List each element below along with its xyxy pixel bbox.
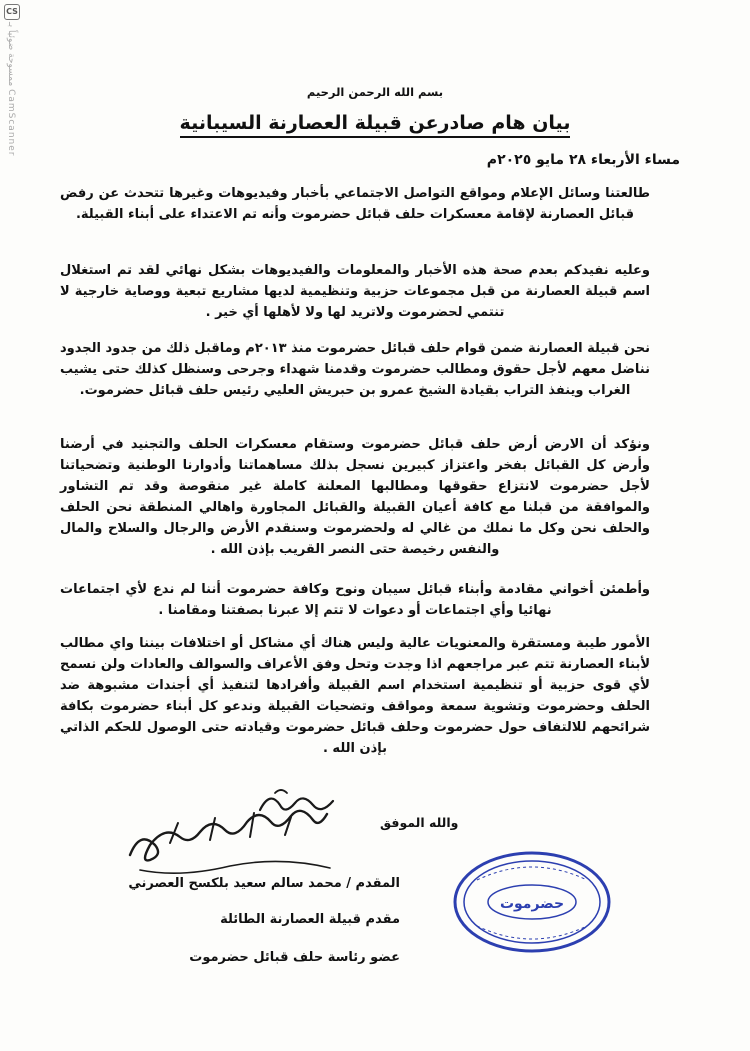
paragraph-6: الأمور طيبة ومستقرة والمعنويات عالية وليس هناك أي مشاكل أو اختلافات بيننا واي مطالب لأبناء العصارنة تتم عبر مراجعهم اذا وجدت وتحل وفق الأعراف والسوالف والعادات ولن نسمح لأي قوى حزبية أو تنظيمية استخدام اسم القبيلة وأفرادها لتنفيذ أي أجندات مشبوهة ضد الحلف وحضرموت وتشوية سمعة ومواقف وتضحيات القبيلة وندعو كل أبناء حضرموت بكافة شرائحهم للالتفاف حول حضرموت وحلف قبائل حضرموت وقيادته حتى الوصول للحكم الذاتي بإذن الله . bbox=[60, 636, 650, 756]
closing-salutation: والله الموفق bbox=[380, 815, 459, 830]
scanner-watermark: ممسوحة ضوئياً بـ CamScanner bbox=[6, 22, 16, 157]
paragraph-5: وأطمئن أخواني مقادمة وأبناء قبائل سيبان ونوح وكافة حضرموت أننا لم ندع لأي اجتماعات نهائيا وأي اجتماعات أو دعوات لا تتم إلا عبرنا بصفتنا ومقامنا . bbox=[60, 582, 650, 618]
signer-membership: عضو رئاسة حلف قبائل حضرموت bbox=[189, 950, 400, 965]
handwritten-signature bbox=[110, 785, 360, 885]
document-date: مساء الأربعاء ٢٨ مايو ٢٠٢٥م bbox=[486, 152, 680, 168]
signer-role: مقدم قبيلة العصارنة الطائلة bbox=[220, 912, 400, 927]
signer-name: المقدم / محمد سالم سعيد بلكسح العصرني bbox=[128, 876, 400, 891]
scanner-logo: CS bbox=[4, 4, 20, 20]
document-title-text: بيان هام صادرعن قبيلة العصارنة السيبانية bbox=[180, 112, 571, 138]
paragraph-4: ونؤكد أن الارض أرض حلف قبائل حضرموت وستقام معسكرات الحلف والتجنيد في أرضنا وأرض كل القبائل بفخر واعتزاز كبيرين نسجل بذلك مساهماتنا وأدوارنا الوطنية وتضحياتنا لأجل حضرموت لانتزاع حقوقها ومطالبها المعلنة كاملة غير منقوصة وقد تم التشاور والموافقة من قبلنا مع كافة أعيان القبيلة والقبائل المجاورة واهالي المنطقة نحن الحلف والحلف نحن وكل ما نملك من غالي له ولحضرموت وسنقدم الأرض والرجال والسلاح والمال والنفس رخيصة حتى النصر القريب بإذن الله . bbox=[60, 437, 650, 557]
paragraph-1: طالعتنا وسائل الإعلام ومواقع التواصل الاجتماعي بأخبار وفيديوهات وغيرها تتحدث عن رفض قبائل العصارنة لإقامة معسكرات حلف قبائل حضرموت وأنه تم الاعتداء على أبناء القبيلة. bbox=[60, 186, 650, 222]
official-stamp bbox=[452, 850, 612, 955]
paragraph-3: نحن قبيلة العصارنة ضمن قوام حلف قبائل حضرموت منذ ٢٠١٣م وماقبل ذلك من جدود الجدود نناضل معهم لأجل حقوق ومطالب حضرموت وقدمنا شهداء وجرحى وسنظل كذلك حتى يشيب الغراب وينفذ التراب بقيادة الشيخ عمرو بن حبريش العليي رئيس حلف قبائل حضرموت. bbox=[60, 341, 650, 398]
basmala: بسم الله الرحمن الرحيم bbox=[306, 85, 444, 99]
paragraph-2: وعليه نفيدكم بعدم صحة هذه الأخبار والمعلومات والفيديوهات بشكل نهائي لقد تم استغلال اسم قبيلة العصارنة من قبل مجموعات حزبية وتنظيمية لديها مشاريع تبعية ووصاية خارجية لا تنتمي لحضرموت ولاتريد لها ولا لأهلها أي خير . bbox=[60, 263, 650, 320]
stamp-center-text: حضرموت bbox=[499, 896, 565, 912]
document-title bbox=[100, 112, 650, 134]
